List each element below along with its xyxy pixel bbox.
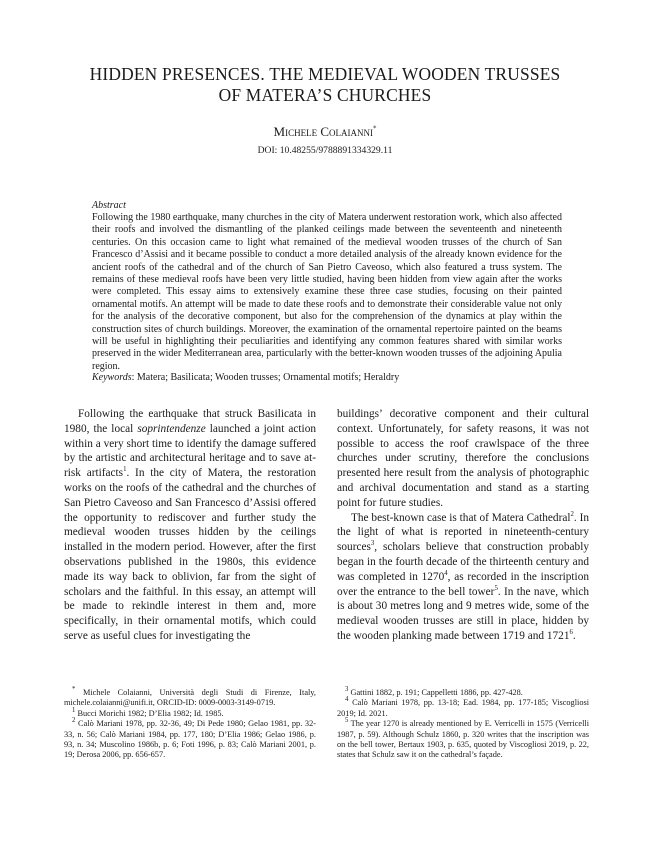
footnotes-left <box>64 688 316 761</box>
body-text: , scholars believe that construction probably began in the fourth decade of the thirteenth century and was completed in 1270 <box>337 541 589 583</box>
footnote-mark: 4 <box>345 696 349 704</box>
keywords <box>92 372 562 384</box>
footnote-mark: 1 <box>72 707 76 715</box>
footnote <box>64 719 316 761</box>
body-column-right <box>337 407 589 644</box>
body-paragraph <box>337 407 589 511</box>
body-column-left <box>64 407 316 644</box>
doi: DOI: 10.48255/9788891334329.11 <box>257 145 393 156</box>
body-paragraph <box>64 407 316 644</box>
author-name: Michele Colaianni <box>273 124 373 139</box>
abstract <box>92 200 562 373</box>
footnote <box>64 688 316 709</box>
footnote-mark: 5 <box>345 717 349 725</box>
body-text: launched a joint action within a very short time to identify the damage suffered by the artistic and architectural heritage and to save at-risk artifacts <box>64 422 316 480</box>
body-text: . In the light of what is reported in nineteenth-century sources <box>337 511 589 554</box>
body-text: buildings’ decorative component and their cultural context. Unfortunately, for safety reasons, it was not possible to access the roof crawlspace of the three churches under scrutiny, therefore the conclusions presented here result from the analysis of photographic and archival documentation and stand as a starting point for future studies. <box>337 408 589 509</box>
body-text: . In the nave, which is about 30 metres long and 9 metres wide, some of the medieval wooden trusses are still in place, hidden by the wooden planking made between 1719 and 1721 <box>337 585 590 642</box>
footnote-mark: 3 <box>345 686 349 694</box>
keywords-label: Keywords <box>92 372 132 383</box>
body-text: . <box>572 629 576 642</box>
footnote-ref: 6 <box>569 629 573 637</box>
footnote-ref: 5 <box>494 584 498 592</box>
title-line-2: OF MATERA’S CHURCHES <box>218 85 432 105</box>
body-text: The best-known case is that of Matera Cathedral <box>351 511 571 524</box>
footnote-ref: 2 <box>570 510 574 518</box>
footnote <box>337 698 589 719</box>
title-line-1: HIDDEN PRESENCES. THE MEDIEVAL WOODEN TRUSSES <box>89 64 561 84</box>
footnote-ref: 1 <box>123 466 127 474</box>
footnote-text: Calò Mariani 1978, pp. 13-18; Ead. 1984, pp. 177-185; Viscogliosi 2019; Id. 2021. <box>337 698 589 718</box>
footnote <box>337 688 589 698</box>
body-text: Following the earthquake that struck Basilicata in 1980, the local <box>64 408 316 435</box>
footnote-ref: 4 <box>444 570 448 577</box>
paper-title <box>40 64 610 106</box>
footnote-ref: 3 <box>370 540 375 548</box>
body-text: . In the city of Matera, the restoration works on the roofs of the cathedral and the churches of San Pietro Caveoso and San Francesco d’Assisi offered the opportunity to rediscover and further study the medieval wooden trusses hidden by the ceilings installed in the modern period. However, after the first observations published in the 1980s, this evidence made its way back to oblivion, far from the sight of scholars and the faithful. In this essay, an attempt will be made to rekindle interest in them and, more specifically, in their ornamental motifs, which could serve as useful clues for investigating the <box>64 467 316 642</box>
footnote-text: Calò Mariani 1978, pp. 32-36, 49; Di Pede 1980; Gelao 1981, pp. 32-33, n. 56; Calò Mariani 1984, pp. 177, 180; D’Elia 1986; Gelao 1986, p. 93, n. 34; Muscolino 1986b, p. 6; Foti 1996, p. 83; Calò Mariani 2001, p. 19; Derosa 2006, pp. 656-657. <box>64 719 316 760</box>
footnote-text: Bucci Morichi 1982; D’Elia 1982; Id. 1985. <box>75 708 224 718</box>
footnote-text: The year 1270 is already mentioned by E. Verricelli in 1575 (Verricelli 1987, p. 59). Although Schulz 1860, p. 320 writes that the inscription was on the bell tower, Bertaux 1903, p. 635, quoted by Viscogliosi 2019, p. 22, states that Schulz saw it on the cathedral’s façade. <box>337 719 589 760</box>
footnote-mark: * <box>72 686 76 694</box>
footnote <box>64 709 316 719</box>
abstract-text: Following the 1980 earthquake, many churches in the city of Matera underwent restoration work, which also affected their roofs and involved the dismantling of the planked ceilings made between the seventeenth and nineteenth centuries. On this occasion came to light what remained of the medieval wooden trusses of the church of San Francesco d’Assisi and it became possible to conduct a more detailed analysis of the already known evidence for the ancient roofs of the cathedral and of the church of San Pietro Caveoso, which also featured a truss system. The remains of these medieval roofs have been very little studied, having been hidden from view again after the works were completed. This essay aims to extensively examine these three case studies, focusing on their painted ornamental motifs. An attempt will be made to date these roofs and to demonstrate their considerable value not only for the analysis of the decorative component, but also for the comprehension of the dynamics at play within the construction sites of church buildings. Moreover, the examination of the ornamental repertoire painted on the beams will be useful in highlighting their peculiarities and identifying any common features shared with similar works preserved in the wider Mediterranean area, particularly with the better-known wooden trusses of the adjoining Apulia region. <box>92 212 562 372</box>
author-line <box>0 124 650 140</box>
footnote-mark: 2 <box>72 717 76 725</box>
body-text: , as recorded in the inscription over the entrance to the bell tower <box>337 570 589 598</box>
body-italic: soprintendenze <box>137 422 206 435</box>
keywords-text: : Matera; Basilicata; Wooden trusses; Ornamental motifs; Heraldry <box>131 372 400 383</box>
author-footnote-mark: * <box>372 124 377 133</box>
body-paragraph <box>337 511 589 644</box>
footnote <box>337 719 589 761</box>
abstract-heading: Abstract <box>92 200 126 211</box>
footnote-text: Michele Colaianni, Università degli Studi di Firenze, Italy, michele.colaianni@unifi.it, ORCID-ID: 0009-0003-3149-0719. <box>64 688 316 708</box>
footnote-text: Gattini 1882, p. 191; Cappelletti 1886, pp. 427-428. <box>348 688 523 697</box>
footnotes-right <box>337 688 589 761</box>
